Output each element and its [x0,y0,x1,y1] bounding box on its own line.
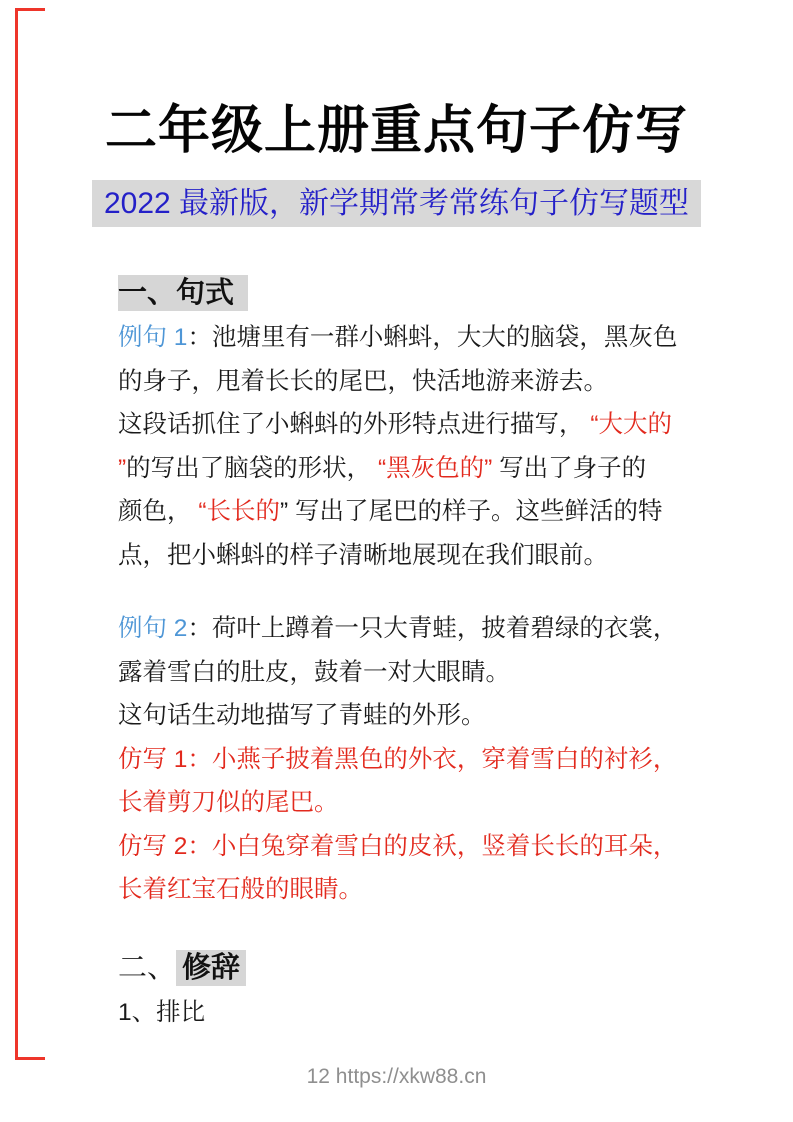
analysis-text: ” 写出了尾巴的样子。这些鲜活的特 [279,498,663,525]
example-1-text: ：池塘里有一群小蝌蚪，大大的脑袋，黑灰色 [187,324,678,351]
example-2-text: ：荷叶上蹲着一只大青蛙，披着碧绿的衣裳， [187,615,678,642]
example-2-line-1 [118,607,693,651]
page-footer-url: 12 https://xkw88.cn [306,1065,487,1088]
section-heading-prefix: 二、 [118,951,177,984]
analysis-1-line-3 [118,490,693,534]
analysis-1-line-4 [118,534,693,578]
example-2-label: 例句 2 [118,615,188,642]
imitation-2-line-1 [118,825,693,869]
highlight-word-changchangde: “长长的 [198,498,280,525]
analysis-1-line-1 [118,403,693,447]
red-frame-top-tick [15,8,45,11]
analysis-text: 的写出了脑袋的形状， [126,454,378,482]
analysis-text: 点，把小蝌蚪的样子清晰地展现在我们眼前。 [118,541,608,569]
example-2-text-cont: 露着雪白的肚皮，鼓着一对大眼睛。 [118,658,510,686]
section-heading-text: 修辞 [176,950,246,986]
rhetoric-item-1 [118,991,693,1035]
highlight-word-dadade: “大大的 [590,411,672,438]
imitation-2-line-2 [118,868,693,912]
imitation-1-line-2 [118,781,693,825]
example-2-line-2 [118,651,693,695]
subtitle-row [0,180,793,227]
imitation-1-text: 仿写 1：小燕子披着黑色的外衣，穿着雪白的衬衫， [118,745,678,773]
analysis-text: 这句话生动地描写了青蛙的外形。 [118,702,486,729]
analysis-text: 这段话抓住了小蝌蚪的外形特点进行描写， [118,411,591,438]
section-heading-sentence-patterns [118,271,693,316]
page-title: 二年级上册重点句子仿写 [104,102,688,160]
example-1-line-1 [118,316,693,360]
imitation-2-text: 仿写 2：小白兔穿着雪白的皮袄，竖着长长的耳朵， [118,832,678,860]
analysis-2-line [118,694,693,738]
analysis-1-line-2 [118,447,693,491]
highlight-quote-close: ” [118,454,127,482]
imitation-2-text-cont: 长着红宝石般的眼睛。 [118,876,363,903]
highlight-word-heihuisede: “黑灰色的” [377,454,493,482]
analysis-text: 颜色， [118,498,199,525]
imitation-1-text-cont: 长着剪刀似的尾巴。 [118,789,339,816]
document-body [118,271,693,1034]
section-heading-text: 一、句式 [118,275,248,311]
rhetoric-item-text: 1、排比 [118,998,206,1026]
imitation-1-line-1 [118,738,693,782]
example-1-text-cont: 的身子，甩着长长的尾巴，快活地游来游去。 [118,367,608,395]
page-subtitle: 2022 最新版，新学期常考常练句子仿写题型 [92,180,701,227]
analysis-text: 写出了身子的 [492,454,647,482]
example-1-label: 例句 1 [118,324,188,351]
red-frame-left-line [15,8,18,1060]
section-heading-rhetoric [118,946,693,991]
example-1-line-2 [118,360,693,404]
red-frame-bottom-tick [15,1057,45,1060]
